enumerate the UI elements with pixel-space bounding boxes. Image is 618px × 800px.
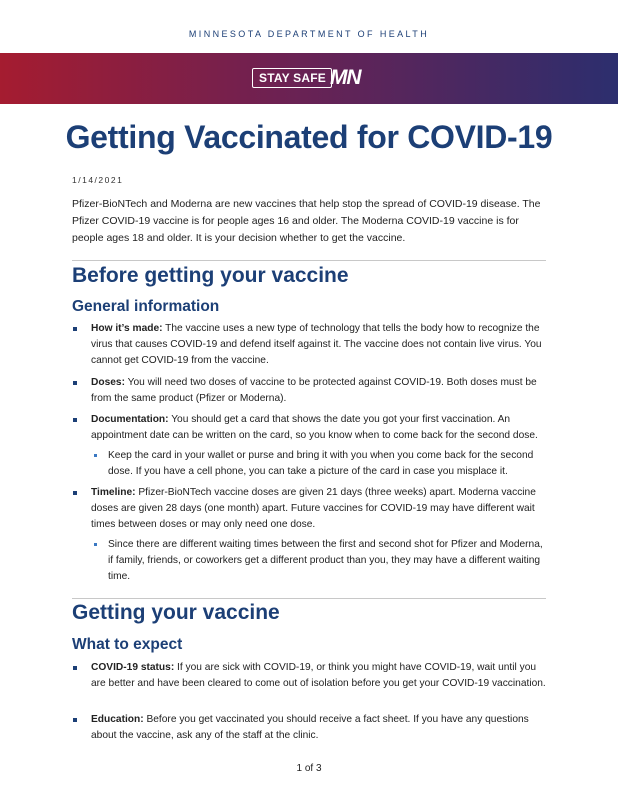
section-divider (72, 260, 546, 261)
list-item-text: You should get a card that shows the date you got your first vaccination. An appointment date can be written on the card, so you know when to come back for the second dose. (91, 414, 538, 441)
list-item-doses (91, 375, 546, 407)
page-number: 1 of 3 (296, 763, 322, 774)
document-date: 1/14/2021 (72, 175, 124, 185)
list-item-text: If you are sick with COVID-19, or think you might have COVID-19, wait until you are better and have been cleared to come out of isolation before you get your COVID-19 vaccination. (91, 662, 546, 689)
list-item-label: COVID-19 status: (91, 662, 175, 673)
list-item-documentation (91, 412, 546, 444)
bullet-icon (73, 666, 77, 670)
logo-text: STAY SAFE (252, 68, 332, 88)
list-item-label: Education: (91, 714, 144, 725)
bullet-icon (73, 718, 77, 722)
section-heading-getting-vaccine: Getting your vaccine (72, 601, 280, 624)
sub-list-item-card (108, 448, 546, 480)
list-item-education (91, 712, 546, 744)
list-item-covid-status (91, 660, 546, 692)
intro-paragraph: Pfizer-BioNTech and Moderna are new vaccines that help stop the spread of COVID-19 disease. The Pfizer COVID-19 vaccine is for people ages 16 and older. The Moderna COVID-19 vaccine is for people ages 18 and older. It is your decision whether to get the vaccine. (72, 198, 541, 244)
list-item-label: Documentation: (91, 414, 169, 425)
sub-list-item-waiting-times (108, 537, 546, 585)
subheading-what-to-expect: What to expect (72, 636, 183, 653)
sub-list-item-text: Since there are different waiting times between the first and second shot for Pfizer and Moderna, if family, friends, or coworkers get a different product than you, they may have a different waiting time. (108, 539, 543, 582)
list-item-label: Timeline: (91, 487, 136, 498)
bullet-icon (73, 381, 77, 385)
list-item-timeline (91, 485, 546, 533)
list-item-label: Doses: (91, 377, 125, 388)
subheading-general-information: General information (72, 298, 220, 315)
sub-bullet-icon (94, 454, 97, 457)
bullet-icon (73, 491, 77, 495)
bullet-icon (73, 418, 77, 422)
list-item-text: You will need two doses of vaccine to be protected against COVID-19. Both doses must be from the same product (Pfizer or Moderna). (91, 377, 537, 404)
agency-name: MINNESOTA DEPARTMENT OF HEALTH (188, 29, 430, 39)
bullet-icon (73, 327, 77, 331)
section-divider (72, 598, 546, 599)
stay-safe-mn-logo (252, 67, 361, 89)
list-item-text: Before you get vaccinated you should receive a fact sheet. If you have any questions about the vaccine, ask any of the staff at the clinic. (91, 714, 529, 741)
sub-list-item-text: Keep the card in your wallet or purse and bring it with you when you come back for the second dose. If you have a cell phone, you can take a picture of the card in case you misplace it. (108, 450, 534, 477)
list-item-label: How it’s made: (91, 323, 163, 334)
section-heading-before-vaccine: Before getting your vaccine (72, 264, 349, 287)
list-item-text: The vaccine uses a new type of technology that tells the body how to recognize the virus that causes COVID-19 and defend itself against it. The vaccine does not contain live virus. You cannot get COVID-19 from the vaccine. (91, 323, 542, 366)
list-item-text: Pfizer-BioNTech vaccine doses are given 21 days (three weeks) apart. Moderna vaccine doses are given 28 days (one month) apart. Future vaccines for COVID-19 may have different wait times between doses or may only need one dose. (91, 487, 536, 530)
sub-bullet-icon (94, 543, 97, 546)
page-title: Getting Vaccinated for COVID-19 (65, 119, 553, 155)
logo-mn: MN (329, 66, 361, 89)
list-item-how-made (91, 321, 546, 369)
